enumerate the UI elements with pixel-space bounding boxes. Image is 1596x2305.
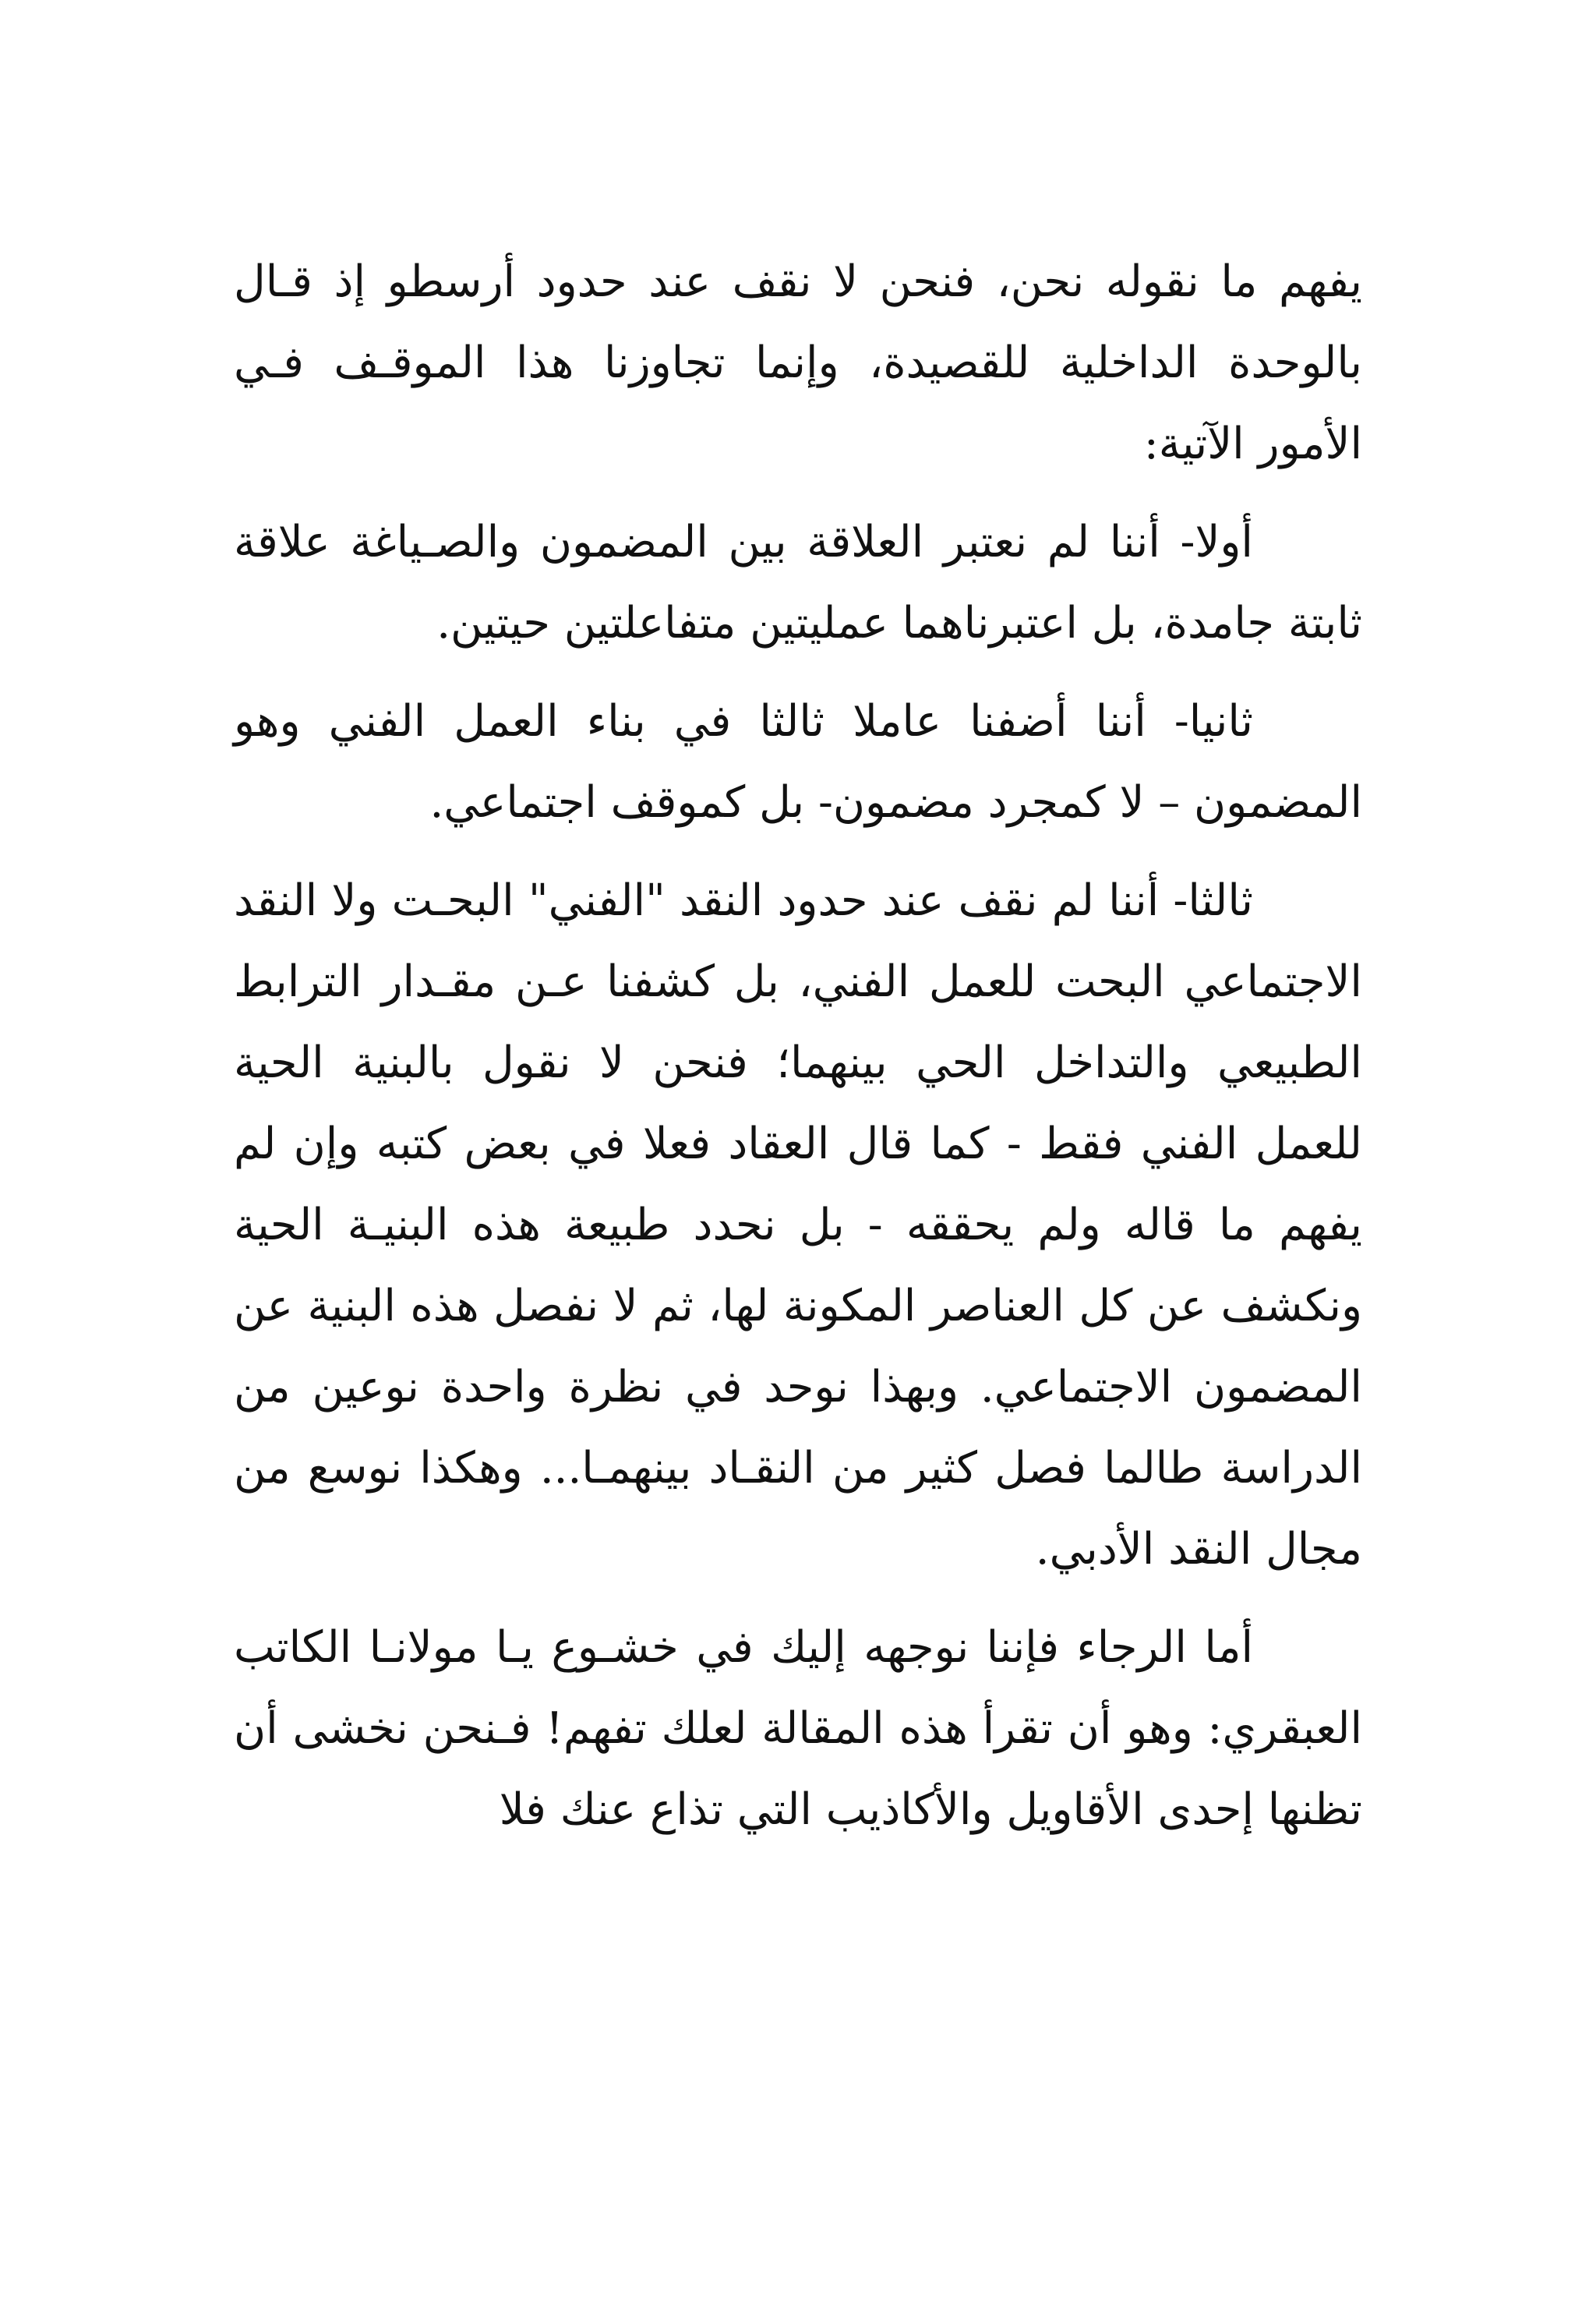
body-text <box>234 242 1362 1868</box>
paragraph-third-point: ثالثا- أننا لم نقف عند حدود النقد "الفني" البحـت ولا النقد الاجتماعي البحت للعمل الفني، بل كشفنا عـن مقـدار الترابط الطبيعي والتداخل الحي بينهما؛ فنحن لا نقول بالبنية الحية للعمل الفني فقط - كما قال العقاد فعلا في بعض كتبه وإن لم يفهم ما قاله ولم يحققه - بل نحدد طبيعة هذه البنيـة الحية ونكشف عن كل العناصر المكونة لها، ثم لا نفصل هذه البنية عن المضمون الاجتماعي. وبهذا نوحد في نظرة واحدة نوعين من الدراسة طالما فصل كثير من النقـاد بينهمـا... وهكذا نوسع من مجال النقد الأدبي. <box>234 875 1363 1575</box>
paragraph-second-point: ثانيا- أننا أضفنا عاملا ثالثا في بناء العمل الفني وهو المضمون – لا كمجرد مضمون- بل كموقف اجتماعي. <box>234 696 1362 828</box>
paragraph-request: أما الرجاء فإننا نوجهه إليك في خشـوع يـا مولانـا الكاتب العبقري: وهو أن تقرأ هذه المقالة لعلك تفهم! فـنحن نخشى أن تظنها إحدى الأقاويل والأكاذيب التي تذاع عنك فلا <box>234 1622 1362 1835</box>
paragraph-first-point: أولا- أننا لم نعتبر العلاقة بين المضمون والصـياغة علاقة ثابتة جامدة، بل اعتبرناهما عمليتين متفاعلتين حيتين. <box>234 517 1362 649</box>
paragraph-continuation: يفهم ما نقوله نحن، فنحن لا نقف عند حدود أرسطو إذ قـال بالوحدة الداخلية للقصيدة، وإنما تجاوزنا هذا الموقـف فـي الأمور الآتية: <box>234 256 1362 469</box>
